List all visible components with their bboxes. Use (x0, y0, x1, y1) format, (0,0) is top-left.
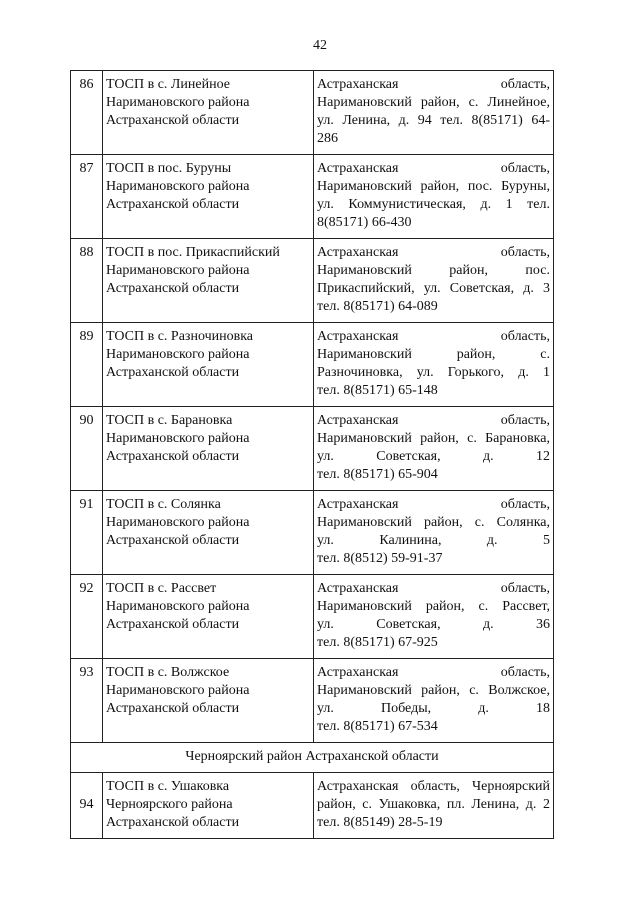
office-address (314, 407, 554, 491)
office-name-line: Наримановского района (106, 599, 250, 614)
office-name-line: Астраханской области (106, 449, 240, 464)
office-address (314, 239, 554, 323)
office-name-line: Наримановского района (106, 683, 250, 698)
office-address-line: Наримановский район, с. Барановка, (317, 431, 550, 446)
office-name-line: Астраханской области (106, 365, 240, 380)
table-row (71, 575, 554, 659)
office-address (314, 659, 554, 743)
office-name (103, 323, 314, 407)
office-name (103, 659, 314, 743)
office-address-line: Наримановский район, с. Волжское, (317, 683, 550, 698)
office-name-line: ТОСП в с. Линейное (106, 77, 230, 92)
office-name-line: ТОСП в пос. Прикаспийский (106, 245, 280, 260)
row-number: 90 (71, 407, 103, 491)
table-row (71, 71, 554, 155)
office-name-line: Астраханской области (106, 113, 240, 128)
office-address-line: ул. Советская, д. 36 (317, 617, 550, 632)
office-name (103, 575, 314, 659)
office-address-line: ул. Калинина, д. 5 (317, 533, 550, 548)
office-name-line: Наримановского района (106, 515, 250, 530)
office-name-line: ТОСП в с. Ушаковка (106, 779, 230, 794)
office-address-line: Наримановский район, с. Рассвет, (317, 599, 550, 614)
office-address-line: Астраханская область, (317, 497, 550, 512)
table-row (71, 773, 554, 839)
office-address-line: ул. Коммунистическая, д. 1 тел. (317, 197, 550, 212)
office-address-line: Наримановский район, пос. Буруны, (317, 179, 550, 194)
row-number: 93 (71, 659, 103, 743)
office-name-line: Астраханской области (106, 281, 240, 296)
office-address-line: 8(85171) 66-430 (317, 215, 412, 230)
office-address (314, 773, 554, 839)
office-name-line: Наримановского района (106, 347, 250, 362)
table-body (71, 71, 554, 839)
office-address (314, 323, 554, 407)
table-row (71, 239, 554, 323)
office-name-line: ТОСП в с. Солянка (106, 497, 221, 512)
office-name-line: Астраханской области (106, 533, 240, 548)
office-name-line: ТОСП в с. Волжское (106, 665, 230, 680)
table-row (71, 659, 554, 743)
table-row (71, 323, 554, 407)
row-number: 94 (71, 773, 103, 839)
section-row (71, 743, 554, 773)
office-address-line: тел. 8(85171) 65-904 (317, 467, 438, 482)
office-address-line: Наримановский район, с. Солянка, (317, 515, 550, 530)
office-address-line: Прикаспийский, ул. Советская, д. 3 (317, 281, 550, 296)
office-address-line: тел. 8(85171) 64-089 (317, 299, 438, 314)
office-address-line: Наримановский район, пос. (317, 263, 550, 278)
row-number: 87 (71, 155, 103, 239)
office-address-line: тел. 8(85171) 65-148 (317, 383, 438, 398)
table-row (71, 491, 554, 575)
office-name-line: Астраханской области (106, 197, 240, 212)
row-number: 88 (71, 239, 103, 323)
row-number: 91 (71, 491, 103, 575)
office-name-line: Наримановского района (106, 179, 250, 194)
office-address-line: ул. Советская, д. 12 (317, 449, 550, 464)
office-name-line: Астраханской области (106, 617, 240, 632)
office-address (314, 491, 554, 575)
table-row (71, 155, 554, 239)
office-address-line: Астраханская область, (317, 161, 550, 176)
row-number: 86 (71, 71, 103, 155)
office-name-line: ТОСП в пос. Буруны (106, 161, 232, 176)
office-address-line: 286 (317, 131, 338, 146)
row-number: 92 (71, 575, 103, 659)
office-name-line: ТОСП в с. Разночиновка (106, 329, 254, 344)
office-address-line: Астраханская область, (317, 77, 550, 92)
office-name-line: Наримановского района (106, 263, 250, 278)
row-number: 89 (71, 323, 103, 407)
office-name-line: Наримановского района (106, 95, 250, 110)
office-address-line: Наримановский район, с. Линейное, (317, 95, 550, 110)
office-name (103, 71, 314, 155)
office-name-line: ТОСП в с. Рассвет (106, 581, 217, 596)
office-name-line: Астраханской области (106, 701, 240, 716)
office-registry-table (70, 70, 554, 839)
office-address-line: тел. 8(85149) 28-5-19 (317, 815, 443, 830)
office-name (103, 155, 314, 239)
office-name (103, 773, 314, 839)
office-address-line: Астраханская область, (317, 329, 550, 344)
office-address (314, 71, 554, 155)
office-address-line: Астраханская область, (317, 245, 550, 260)
office-address-line: ул. Победы, д. 18 (317, 701, 550, 716)
office-address-line: ул. Ленина, д. 94 тел. 8(85171) 64- (317, 113, 550, 128)
office-address-line: тел. 8(85171) 67-925 (317, 635, 438, 650)
office-address-line: тел. 8(8512) 59-91-37 (317, 551, 443, 566)
office-name-line: Астраханской области (106, 815, 240, 830)
office-address (314, 155, 554, 239)
table-row (71, 407, 554, 491)
office-name-line: Черноярского района (106, 797, 233, 812)
office-address-line: Наримановский район, с. (317, 347, 550, 362)
page-number: 42 (313, 38, 327, 53)
office-address-line: Разночиновка, ул. Горького, д. 1 (317, 365, 550, 380)
office-name (103, 491, 314, 575)
office-address-line: Астраханская область, Черноярский (317, 779, 550, 794)
office-address-line: тел. 8(85171) 67-534 (317, 719, 438, 734)
office-address (314, 575, 554, 659)
office-name-line: Наримановского района (106, 431, 250, 446)
office-name (103, 239, 314, 323)
section-heading: Черноярский район Астраханской области (71, 743, 554, 773)
office-address-line: Астраханская область, (317, 665, 550, 680)
office-address-line: район, с. Ушаковка, пл. Ленина, д. 2 (317, 797, 550, 812)
office-address-line: Астраханская область, (317, 413, 550, 428)
office-name (103, 407, 314, 491)
office-address-line: Астраханская область, (317, 581, 550, 596)
office-name-line: ТОСП в с. Барановка (106, 413, 233, 428)
